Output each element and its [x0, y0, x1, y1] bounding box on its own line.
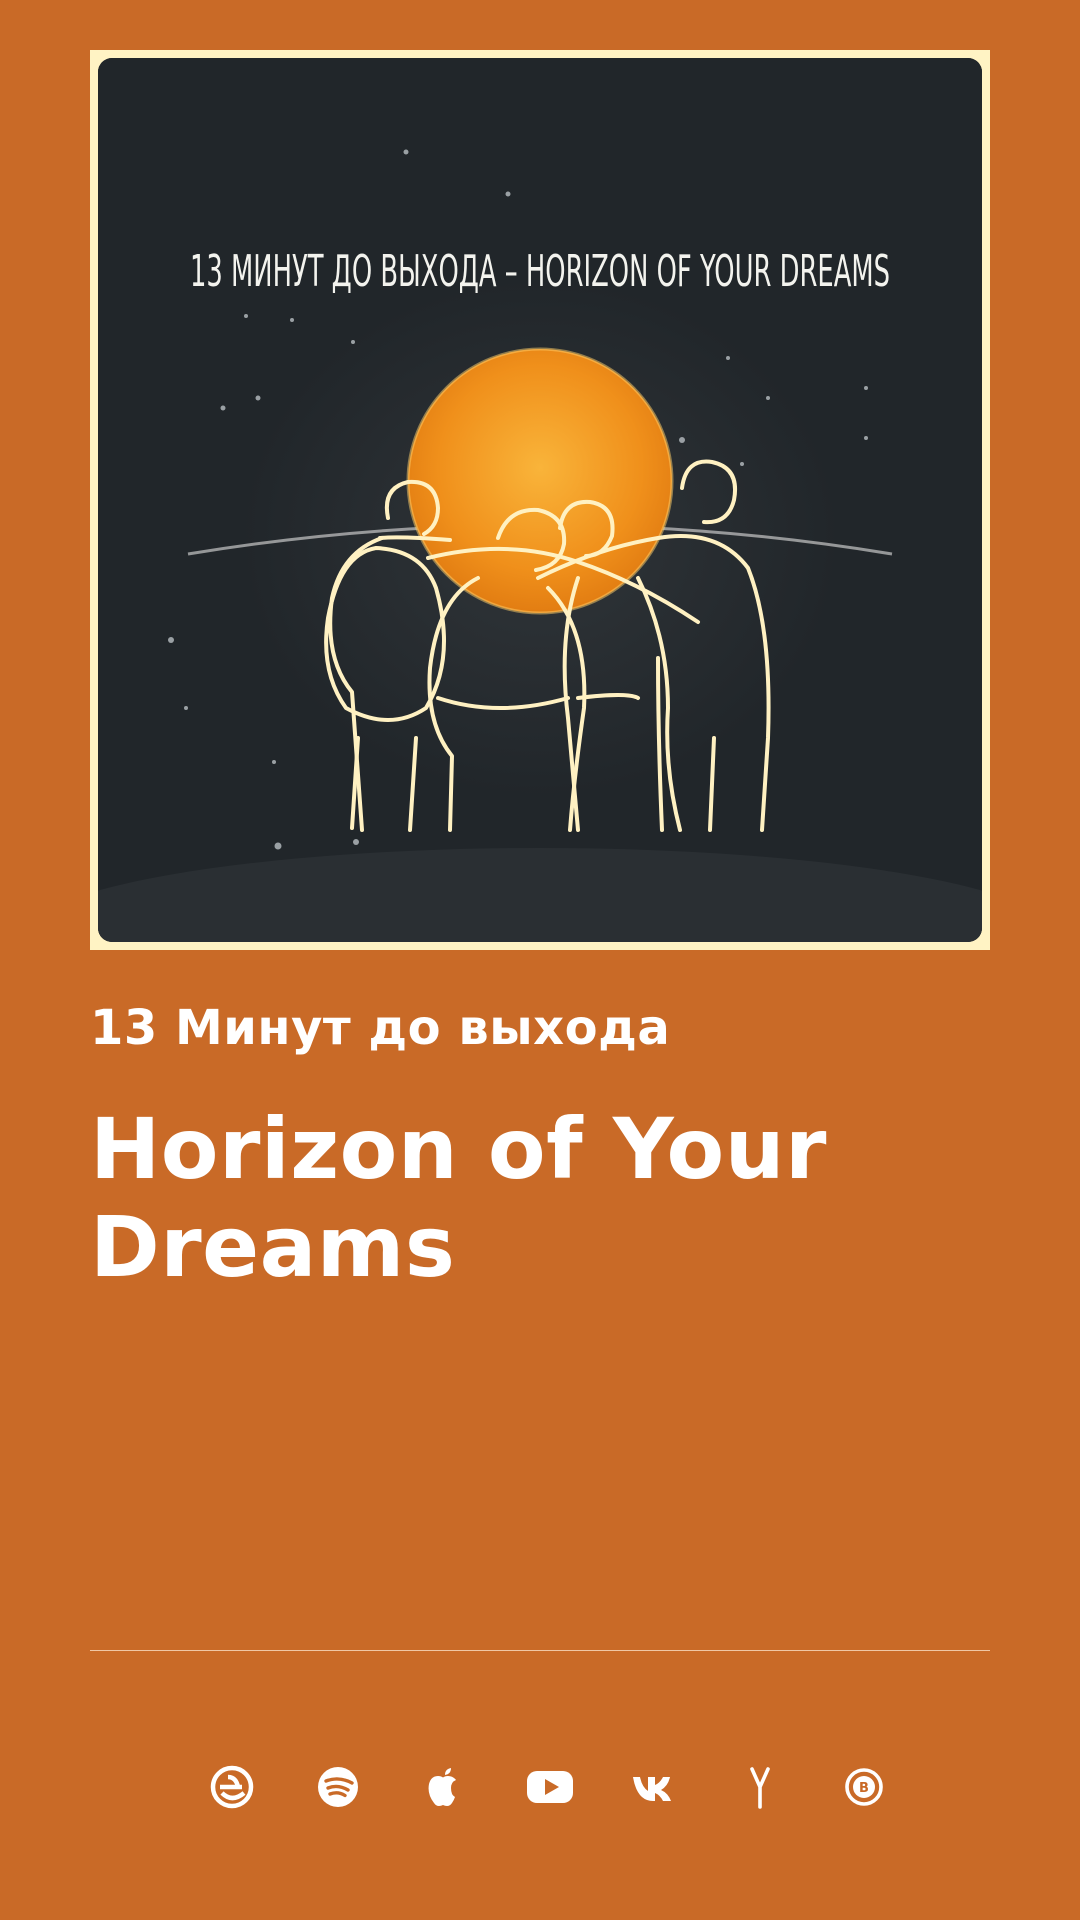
svg-text:B: B [859, 1781, 869, 1796]
boom-icon [840, 1763, 888, 1815]
vk-icon [630, 1763, 678, 1815]
spotify-link[interactable] [306, 1753, 370, 1825]
apple-music-link[interactable] [412, 1753, 476, 1825]
zvuk-link[interactable] [200, 1753, 264, 1825]
album-cover [90, 50, 990, 950]
boom-link[interactable] [832, 1753, 896, 1825]
cover-text: 13 МИНУТ ДО ВЫХОДА – HORIZON OF YOUR DREAMS [190, 246, 890, 297]
youtube-icon [526, 1763, 574, 1815]
track-title: Horizon of Your Dreams [90, 1100, 827, 1297]
youtube-link[interactable] [518, 1753, 582, 1825]
divider [90, 1650, 990, 1651]
spotify-icon [314, 1763, 362, 1815]
artist-name: 13 Минут до выхода [90, 1000, 671, 1056]
platform-links [0, 1753, 1080, 1825]
yandex-music-icon [736, 1763, 784, 1815]
album-artwork [98, 58, 982, 942]
vk-link[interactable] [622, 1753, 686, 1825]
zvuk-icon [208, 1763, 256, 1815]
yandex-music-link[interactable] [728, 1753, 792, 1825]
apple-music-icon [420, 1763, 468, 1815]
